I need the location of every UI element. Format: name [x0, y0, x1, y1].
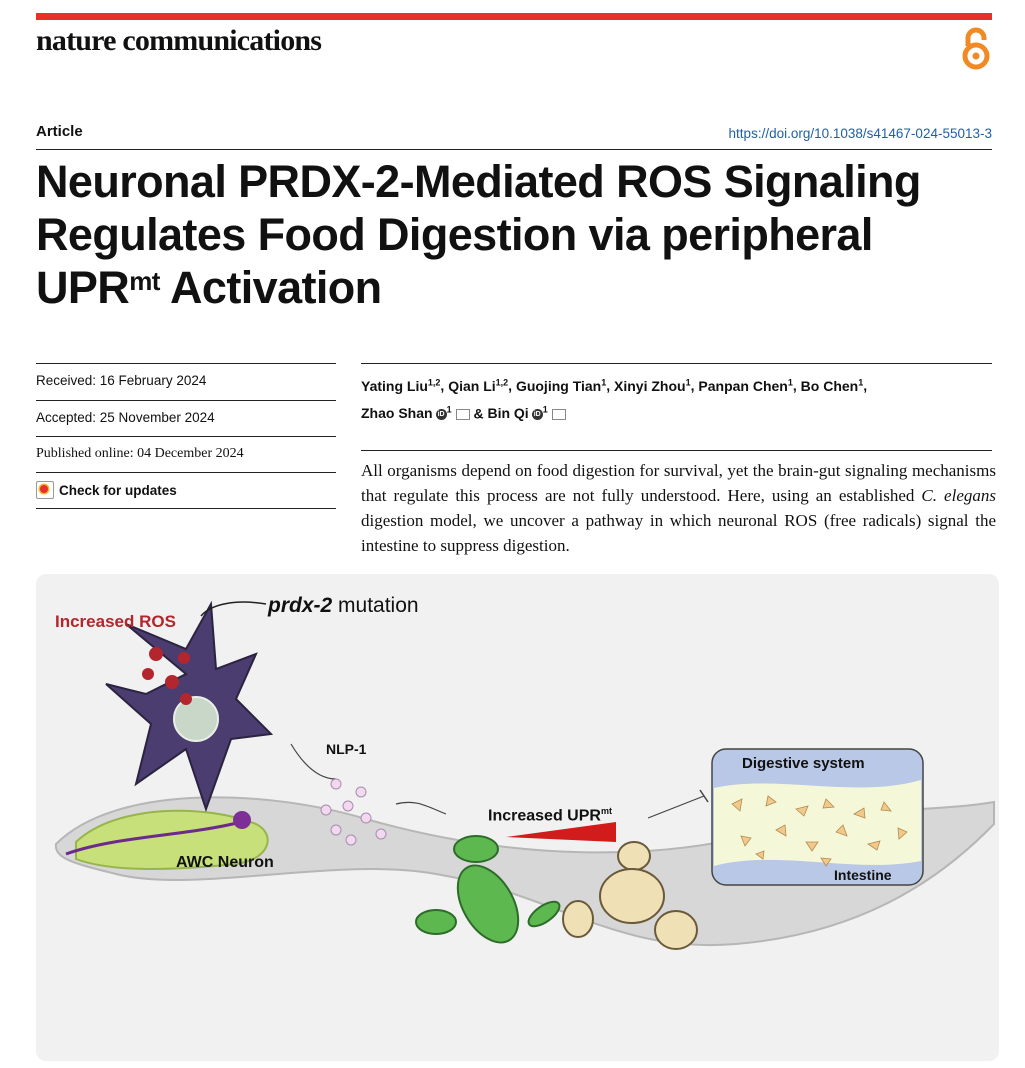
intestine-lumen [714, 780, 921, 866]
check-updates-button[interactable] [36, 481, 177, 499]
gene-name: prdx-2 [268, 594, 333, 617]
author-list: Yating Liu$^{1,2}$, Qian Li$^{1,2}$, Guojing Tian$^1$, Xinyi Zhou$^1$, Panpan Chen$^1$, Bo Chen$^1$, Zhao Shan iD $^1$ & Bin Qi iD $^1$ [361, 377, 868, 422]
intestine-label: Intestine [834, 867, 892, 883]
ros-dot [180, 693, 192, 705]
abstract-rule [361, 450, 992, 451]
increased-ros-label: Increased ROS [55, 612, 176, 631]
mail-icon[interactable] [456, 409, 470, 420]
graphical-abstract [36, 574, 999, 1061]
mutation-label: prdx-2 mutation [268, 594, 419, 617]
doi-link[interactable]: https://doi.org/10.1038/s41467-024-55013-3 [728, 126, 992, 141]
ros-dot [178, 652, 190, 664]
neuron-nucleus [174, 697, 218, 741]
accepted-date: Accepted: 25 November 2024 [36, 410, 215, 425]
title-line-3: $UPR^{mt}$ Activation [36, 262, 382, 313]
meta-divider [36, 508, 336, 509]
upr-label: Increased $UPR^{mt}$ [488, 806, 612, 825]
mail-icon[interactable] [552, 409, 566, 420]
upr-arrow [396, 802, 446, 814]
inhibit-line [648, 796, 704, 818]
published-date: Published online: 04 December 2024 [36, 446, 244, 461]
journal-name[interactable]: nature communications [36, 24, 322, 57]
title-line-2: Regulates Food Digestion via peripheral [36, 209, 873, 260]
author[interactable]: Bo Chen$^1$ [800, 377, 864, 394]
meta-divider [36, 400, 336, 401]
crossmark-icon [36, 481, 54, 499]
ros-dot [142, 668, 154, 680]
inhibit-bar [700, 790, 708, 802]
meta-rule-right [361, 363, 992, 364]
meta-rule-left [36, 363, 336, 364]
digestive-system-label: Digestive system [742, 755, 865, 772]
author[interactable]: Yating Liu$^{1,2}$ [361, 377, 441, 394]
abstract: All organisms depend on food digestion for survival, yet the brain-gut signaling mechanisms that regulate this process are not fully understood. Here, using an established C. elegans digestion model, we uncover a pathway in which neuronal ROS (free radicals) signal the intestine to suppress digestion. [361, 461, 996, 555]
orcid-icon[interactable]: iD [437, 411, 445, 419]
check-updates-label: Check for updates [59, 482, 177, 498]
meta-divider [36, 472, 336, 473]
received-date: Received: 16 February 2024 [36, 373, 207, 388]
orcid-icon[interactable]: iD [533, 411, 541, 419]
author[interactable]: Guojing Tian$^1$ [515, 377, 607, 394]
header-rule [36, 149, 992, 150]
article-type: Article [36, 123, 83, 140]
open-access-icon[interactable] [955, 26, 997, 72]
awc-soma [233, 811, 251, 829]
species-name: C. elegans [921, 486, 996, 505]
ros-dot [165, 675, 179, 689]
awc-neuron-label: AWC Neuron [176, 854, 274, 871]
author[interactable]: Bin Qi iD $^1$ [487, 405, 565, 421]
nlp-label: NLP-1 [326, 741, 367, 757]
ros-dot [149, 647, 163, 661]
author[interactable]: Qian Li$^{1,2}$ [448, 377, 509, 394]
author[interactable]: Panpan Chen$^1$ [698, 377, 793, 394]
meta-divider [36, 436, 336, 437]
article-title [36, 155, 996, 314]
author[interactable]: Xinyi Zhou$^1$ [614, 377, 691, 394]
title-line-1: Neuronal PRDX-2-Mediated ROS Signaling [36, 156, 921, 207]
journal-accent-bar [36, 13, 992, 20]
author[interactable]: Zhao Shan iD $^1$ [361, 405, 470, 421]
